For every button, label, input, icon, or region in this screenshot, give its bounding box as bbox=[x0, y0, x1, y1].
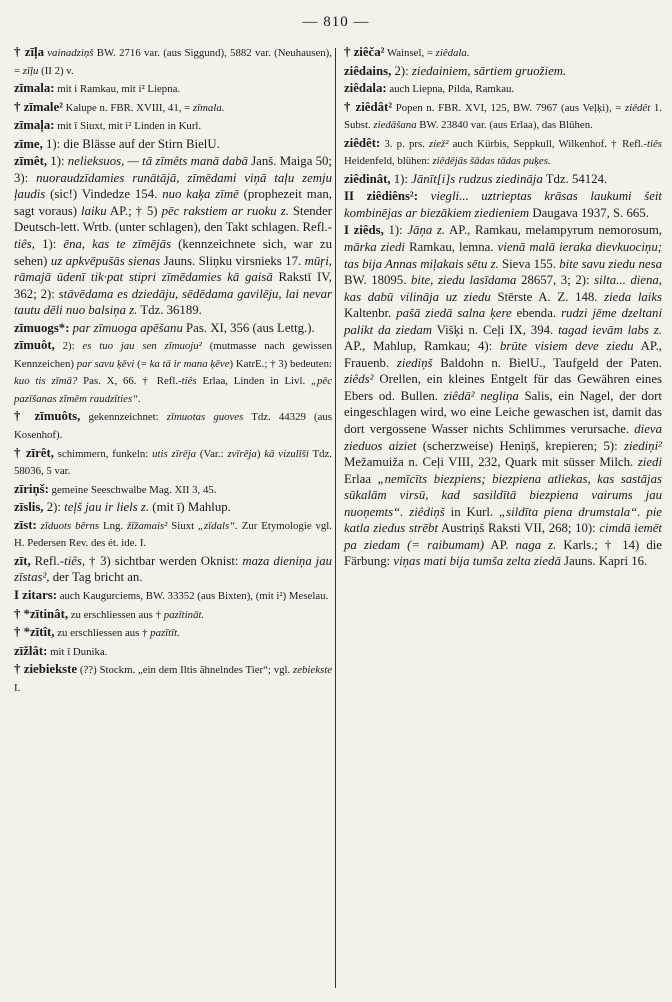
entry-text: mit i Ramkau, mit i² Liepna. bbox=[54, 83, 181, 96]
entry-headword: † *zītinât, bbox=[14, 606, 69, 621]
entry-headword: † *zītît, bbox=[14, 625, 55, 640]
entry-text: nelieksuos, — tā zīmêts manā dabā bbox=[67, 154, 248, 169]
entry-text: 1): bbox=[34, 237, 64, 252]
entry-text: pazītināt. bbox=[163, 608, 205, 621]
entry-text: Wainsel, = bbox=[384, 47, 436, 59]
dictionary-entry bbox=[14, 136, 332, 153]
entry-text: mit ī Siuxt, mit i² Linden in Kurl. bbox=[54, 120, 202, 133]
entry-text: Rakstī IV, 362; 2): bbox=[14, 270, 332, 301]
entry-text: Pas. X, 66. † Refl.- bbox=[77, 375, 182, 388]
entry-text: (II 2) v. bbox=[38, 64, 74, 77]
entry-headword: zīžlât: bbox=[14, 643, 48, 658]
entry-text: BW. 18095. bbox=[344, 273, 411, 288]
entry-text: tiês, bbox=[64, 553, 86, 568]
entry-text: 2): bbox=[54, 340, 83, 353]
entry-text: zu erschliessen aus † bbox=[68, 608, 164, 621]
entry-text: par zīmuoga apēšanu bbox=[69, 320, 183, 335]
entry-text: vienā malā ieraka dievkuociņu; tas bija Annas miļakais sētu z. bbox=[344, 240, 662, 271]
entry-text: ka tā ir mana ķēve bbox=[149, 357, 230, 370]
entry-text: 3. p. prs. bbox=[380, 137, 430, 150]
dictionary-entry bbox=[14, 320, 332, 337]
entry-text: Orellen, ein kleines Entgelt für das Gewähren eines Ebers od. Bullen. bbox=[344, 372, 662, 403]
dictionary-entry bbox=[344, 80, 662, 98]
entry-text: ziedi bbox=[637, 455, 662, 470]
entry-text: (scherzweise) Heniņš, krepieren; 5): bbox=[416, 438, 625, 453]
entry-text: zīļu bbox=[22, 64, 39, 77]
entry-text: „zīdals“. bbox=[197, 519, 238, 532]
entry-text: Salis, ein Nagel, der dort eingeschlagen wird, wo eine Leiche gewaschen ist, damit das dort vergossene Wasser nichts Schlimmes verursache. bbox=[344, 388, 662, 437]
entry-text: mūŗi, rāmajā ūdenī tik·pat stipri zīmēdamies kā gaisā bbox=[14, 253, 332, 285]
entry-text: auch Liepna, Pilda, Ramkau. bbox=[386, 83, 515, 96]
dictionary-entry bbox=[14, 337, 332, 407]
dictionary-entry bbox=[344, 171, 662, 188]
entry-text: 1): die Blässe auf der Stirn BielU. bbox=[42, 136, 220, 151]
entry-text: viņas mati bija tumša zelta ziedā bbox=[393, 554, 561, 569]
entry-text: ziêdējās šādas tādas puķes. bbox=[432, 155, 551, 168]
entry-text: Tdz. 54124. bbox=[542, 171, 608, 186]
entry-text: Višķi n. Ceļi IX, 394. bbox=[431, 322, 559, 337]
entry-text: tiês bbox=[181, 375, 197, 388]
entry-text: AP. bbox=[483, 537, 516, 552]
dictionary-entry bbox=[14, 624, 332, 642]
entry-text: pašā ziedā salna ķere bbox=[396, 306, 512, 321]
entry-headword: ziêdala: bbox=[344, 81, 387, 96]
entry-headword: † ziêča² bbox=[344, 45, 385, 59]
dictionary-entry bbox=[14, 606, 332, 624]
entry-text: ziêdêt bbox=[625, 101, 651, 114]
entry-text: (mutmasse nach gewissen Kennzeichen) bbox=[14, 340, 332, 370]
entry-text: Refl.- bbox=[30, 553, 65, 568]
dictionary-entry bbox=[344, 44, 662, 62]
entry-text: † 3) sichtbar werden Oknist: bbox=[85, 553, 243, 568]
entry-headword: † ziêdât² bbox=[344, 99, 393, 114]
entry-text: Stērste A. Z. 148. bbox=[490, 289, 605, 304]
entry-headword: † zīmuôts, bbox=[14, 409, 81, 424]
entry-text: zīmala. bbox=[192, 101, 225, 114]
entry-text: Lng. bbox=[99, 519, 127, 532]
entry-headword: † ziebiekste bbox=[14, 662, 78, 677]
entry-text: BW. 2716 var. (aus Siggund), 5882 var. (Neuhausen), = bbox=[14, 47, 332, 77]
entry-text: utis zīrēja bbox=[152, 447, 197, 460]
dictionary-entry bbox=[14, 99, 332, 117]
entry-text: 1. Subst. bbox=[344, 101, 662, 132]
entry-text: „sildīta piena drumstala“. pie katla ziedus strēbt bbox=[344, 504, 662, 536]
entry-text: pēc rakstiem ar ruoku z. bbox=[161, 203, 289, 218]
entry-text: auch Kürbis, Seppkull, Wilkenhof. † Refl.- bbox=[448, 137, 648, 150]
entry-text: Baldohn n. BielU., Taufgeld der Paten. bbox=[432, 355, 662, 370]
entry-text: ) bbox=[256, 447, 265, 460]
entry-text: 2): bbox=[43, 500, 65, 515]
entry-text: ziêdā² negliņa bbox=[443, 388, 519, 403]
entry-text: 28657, 3; 2): bbox=[516, 273, 595, 288]
dictionary-entry bbox=[14, 80, 332, 98]
entry-text: ziêds² bbox=[344, 372, 374, 387]
dictionary-entry bbox=[14, 661, 332, 696]
dictionary-entry bbox=[14, 481, 332, 499]
entry-text: (= bbox=[134, 357, 150, 370]
entry-text: ) KatrE.; † 3) bedeuten: bbox=[229, 357, 332, 370]
entry-text: zieda laiks bbox=[604, 289, 662, 304]
entry-text: Tdz. 36189. bbox=[137, 303, 202, 318]
entry-text: Jāņa z. bbox=[407, 223, 446, 238]
entry-text: 1): bbox=[47, 154, 68, 169]
entry-text: rudzi jēme dzeltani palikt da ziedam bbox=[344, 306, 663, 337]
entry-text: naga z. bbox=[515, 537, 557, 552]
entry-text: vainadziņš bbox=[43, 47, 94, 59]
entry-text: (prophezeit man, sagt voraus) bbox=[14, 187, 332, 218]
entry-text: Erlaa, Linden in Livl. bbox=[196, 375, 311, 388]
entry-text: der Tag bricht an. bbox=[49, 570, 143, 585]
entry-headword: † zīļa bbox=[14, 45, 44, 59]
entry-text: ziež² bbox=[429, 137, 449, 150]
entry-text: nuoraudzīdamies runātājā, zīmēdami viņā taļu zemju ļaudis bbox=[14, 170, 332, 202]
entry-headword: zīmala: bbox=[14, 81, 55, 96]
entry-text: mārka ziedi bbox=[344, 240, 405, 255]
dictionary-entry bbox=[14, 517, 332, 552]
dictionary-entry bbox=[14, 117, 332, 135]
entry-text: nuo kaķa zīmē bbox=[162, 187, 239, 202]
entry-text: Jānīt[i]s rudzus ziedināja bbox=[411, 171, 543, 186]
entry-text: gekennzeichnet: bbox=[80, 411, 167, 424]
dictionary-entry bbox=[14, 643, 332, 661]
entry-text: žīžamais² bbox=[126, 519, 168, 532]
entry-text: Daugava 1937, S. 665. bbox=[529, 205, 649, 220]
entry-headword: ziêdinât, bbox=[344, 171, 391, 186]
entry-text: (sic!) Vindedze 154. bbox=[45, 187, 163, 202]
entry-text: I. bbox=[14, 681, 21, 694]
entry-text: par savu ķēvi bbox=[76, 357, 135, 370]
entry-text: AP., Frauenb. bbox=[344, 339, 662, 370]
entry-text: stāvēdama es dziedāju, sēdēdama gavilēju, lai nevar tautu dēli nuo balsiņa z. bbox=[14, 286, 332, 318]
entry-text: brūte visiem deve ziedu bbox=[499, 339, 634, 354]
entry-text: AP., Ramkau, melampyrum nemorosum, bbox=[445, 223, 662, 238]
left-column bbox=[14, 44, 332, 697]
dictionary-entry bbox=[14, 499, 332, 516]
entry-headword: zīmuogs*: bbox=[14, 320, 70, 335]
entry-text: (kennzeichnete sich, war zu sehen) bbox=[14, 237, 332, 268]
entry-text: ziedāšana bbox=[373, 119, 417, 132]
entry-headword: zīmêt, bbox=[14, 154, 48, 169]
column-divider bbox=[335, 48, 336, 988]
entry-text: maza dieniņa jau zīstas², bbox=[14, 553, 332, 585]
entry-text: 1): bbox=[383, 223, 408, 238]
entry-text: Tdz. 44329 (aus Kosenhof). bbox=[14, 411, 333, 442]
entry-text: tiês, bbox=[14, 237, 35, 252]
page-number: — 810 — bbox=[302, 14, 370, 30]
entry-headword: I ziêds, bbox=[344, 223, 384, 238]
entry-text: BW. 23840 var. (aus Erlaa), das Blühen. bbox=[416, 119, 593, 132]
entry-text: Karls.; † 14) die Färbung: bbox=[344, 537, 662, 569]
entry-headword: zīslis, bbox=[14, 500, 44, 515]
entry-text: ziediņi² bbox=[624, 438, 662, 453]
entry-text: es tuo jau sen zīmuoju² bbox=[82, 340, 202, 353]
entry-text: AP., Mahlup, Ramkau; 4): bbox=[344, 339, 500, 354]
entry-text: Popen n. FBR. XVI, 125, BW. 7967 (aus Veļķi), = bbox=[392, 101, 626, 114]
right-column bbox=[344, 44, 662, 571]
entry-text: laiku bbox=[81, 203, 107, 218]
dictionary-entry bbox=[14, 445, 332, 480]
entry-headword: ziêdêt: bbox=[344, 135, 381, 150]
entry-text: Sieva 155. bbox=[498, 256, 560, 271]
entry-text: (Var.: bbox=[196, 447, 228, 460]
entry-text: zebiekste bbox=[293, 664, 332, 677]
entry-text: kuo tis zīmā? bbox=[14, 375, 78, 388]
entry-text: Siuxt bbox=[167, 519, 198, 532]
entry-text: ziedainiem, sārtiem gruožiem. bbox=[411, 63, 567, 78]
entry-text: tagad ievām labs z. bbox=[558, 322, 662, 337]
entry-text: pazītīt. bbox=[150, 627, 180, 640]
entry-text: Janš. Maiga 50; 3): bbox=[14, 154, 332, 185]
entry-text: in Kurl. bbox=[444, 504, 499, 519]
dictionary-entry bbox=[14, 408, 332, 443]
dictionary-entry bbox=[344, 135, 662, 170]
entry-text: silta... diena, kas dabū vilināja uz ziedu bbox=[344, 273, 662, 304]
entry-text: ēna, kas te zīmējās bbox=[63, 237, 172, 252]
entry-text: Pas. XI, 356 (aus Lettg.). bbox=[182, 320, 315, 335]
entry-text: cimdā iemēt pa ziedam (= raibumam) bbox=[344, 521, 662, 552]
entry-text: Jauns. Sliņku virsnieks 17. bbox=[160, 253, 305, 268]
entry-text: AP.; † 5) bbox=[106, 203, 162, 218]
entry-text: uz apkvēpušās sienas bbox=[50, 253, 161, 268]
entry-headword: zīmuôt, bbox=[14, 338, 55, 353]
entry-text: bite, ziedu lasīdama bbox=[410, 273, 517, 288]
entry-headword: † zīmale² bbox=[14, 99, 63, 114]
dictionary-entry bbox=[14, 153, 332, 318]
entry-text: tiês bbox=[647, 137, 663, 150]
entry-headword: zīmaļa: bbox=[14, 118, 55, 133]
entry-text: 1): bbox=[390, 171, 412, 186]
entry-headword: zīst: bbox=[14, 517, 37, 532]
entry-text: zu erschliessen aus † bbox=[54, 627, 151, 640]
entry-text: zīduots bērns bbox=[36, 519, 100, 532]
entry-text: Erlaa bbox=[344, 471, 378, 486]
entry-headword: I zitars: bbox=[14, 587, 57, 602]
entry-text: kā vizulīši bbox=[264, 447, 309, 460]
dictionary-entry bbox=[14, 587, 332, 605]
entry-headword: zīt, bbox=[14, 553, 31, 568]
dictionary-entry bbox=[344, 63, 662, 80]
entry-headword: II ziêdiêns²: bbox=[344, 189, 419, 204]
entry-text: Kalupe n. FBR. XVIII, 41, = bbox=[62, 101, 193, 114]
entry-text: ziêdala. bbox=[435, 47, 470, 59]
entry-text: viegli... uztrieptas krāsas laukumi šeit kombinējas ar biezākiem ziedieniem bbox=[344, 189, 662, 220]
entry-text: Tdz. 58036, 5 var. bbox=[14, 447, 333, 478]
entry-text: gemeine Seeschwalbe Mag. XII 3, 45. bbox=[48, 483, 217, 496]
entry-text: auch Kaugurciems, BW. 33352 (aus Bixten), (mit i²) Meselau. bbox=[57, 589, 329, 602]
entry-text: 2): bbox=[391, 63, 412, 78]
entry-text: Zur Etymologie vgl. H. Pedersen Rev. des ét. ide. I. bbox=[14, 519, 332, 550]
dictionary-entry bbox=[344, 222, 662, 569]
entry-text: „pēc pazīšanas zīmēm raudzīties“. bbox=[14, 375, 332, 405]
dictionary-entry bbox=[344, 188, 662, 221]
entry-text: zīmuotas guoves bbox=[166, 411, 244, 424]
entry-text: ziediņš bbox=[396, 355, 433, 370]
entry-text: Ramkau, lemna. bbox=[404, 240, 498, 255]
entry-headword: † zīrêt, bbox=[14, 445, 54, 460]
dictionary-entry bbox=[14, 44, 332, 79]
entry-text: Jauns. Kapri 16. bbox=[560, 554, 648, 569]
entry-text: zvīrēja bbox=[227, 447, 257, 460]
entry-text: (??) Stockm. „ein dem Iltis ähnelndes Tier“; vgl. bbox=[77, 664, 294, 677]
entry-text: mit ī Dunika. bbox=[47, 645, 108, 658]
entry-text: bite savu ziedu nesa bbox=[559, 256, 662, 271]
entry-text: Kaltenbr. bbox=[344, 306, 397, 321]
entry-text: Mežamuiža n. Ceļi VIII, 232, Quark mit süsser Milch. bbox=[344, 455, 638, 470]
entry-text: teļš jau ir liels z. bbox=[64, 500, 150, 515]
entry-headword: zīme, bbox=[14, 136, 43, 151]
entry-text: ebenda. bbox=[511, 306, 562, 321]
entry-headword: ziêdains, bbox=[344, 63, 392, 78]
entry-text: dieva zieduos aiziet bbox=[344, 422, 662, 453]
dictionary-entry bbox=[344, 99, 662, 134]
dictionary-entry bbox=[14, 553, 332, 586]
entry-text: schimmern, funkeln: bbox=[53, 447, 153, 460]
entry-text: (mit ī) Mahlup. bbox=[149, 500, 231, 515]
entry-text: „nemīcīts biezpiens; biezpiena atliekas, kas sastājas sūkalām virsū, kad sasildītā biezpiena vairums jau nuoņemts“. ziêdiņš bbox=[344, 471, 662, 519]
entry-text: Stender Deutsch-lett. Wrtb. (unter schlagen), den Takt schlagen. Refl.- bbox=[14, 203, 333, 235]
entry-text: Austriņš Raksti VII, 268; 10): bbox=[438, 521, 600, 536]
entry-text: Heidenfeld, blühen: bbox=[344, 155, 433, 168]
entry-headword: zīriņš: bbox=[14, 481, 49, 496]
